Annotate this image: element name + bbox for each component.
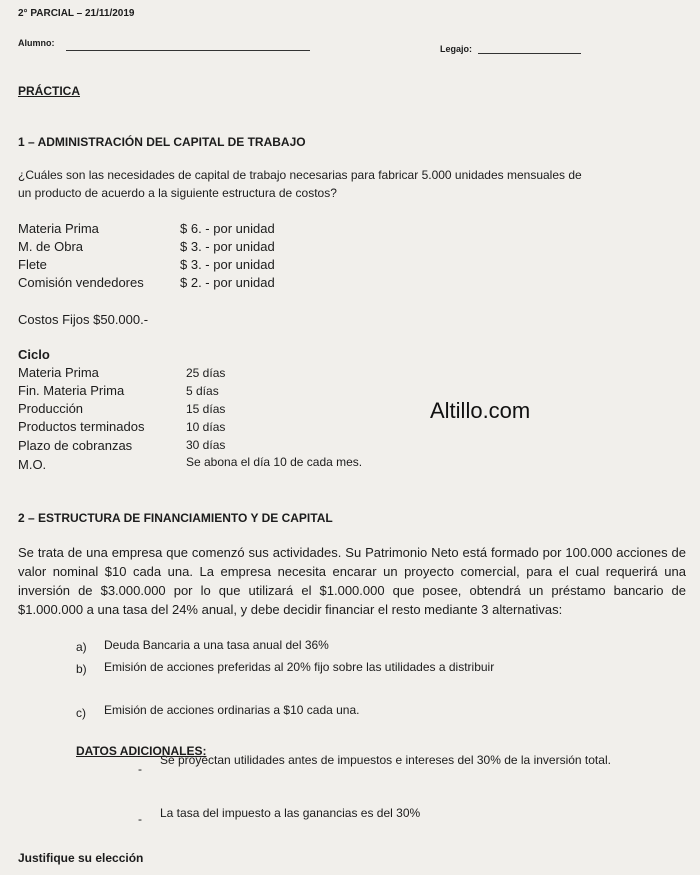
cycle-value: 30 días (186, 438, 226, 452)
cost-label: M. de Obra (18, 239, 84, 254)
cycle-value: Se abona el día 10 de cada mes. (186, 455, 363, 469)
alumno-line (66, 50, 310, 51)
option-letter: c) (76, 706, 86, 720)
option-letter: b) (76, 662, 87, 676)
cycle-label: Plazo de cobranzas (18, 438, 133, 453)
cycle-label: Productos terminados (18, 419, 145, 434)
bullet-marker: - (138, 762, 142, 776)
section2-title: 2 – ESTRUCTURA DE FINANCIAMIENTO Y DE CAPITAL (18, 511, 333, 525)
section1-question-line1: ¿Cuáles son las necesidades de capital de trabajo necesarias para fabricar 5.000 unidades mensuales de (18, 168, 582, 182)
bullet-marker: - (138, 812, 142, 826)
cycle-value: 25 días (186, 366, 226, 380)
option-text: Deuda Bancaria a una tasa anual del 36% (104, 638, 329, 652)
cycle-label: M.O. (18, 457, 47, 472)
watermark: Altillo.com (430, 398, 531, 423)
additional-data-title: DATOS ADICIONALES: (76, 744, 207, 758)
section1-title: 1 – ADMINISTRACIÓN DEL CAPITAL DE TRABAJO (18, 135, 306, 149)
cycle-label: Fin. Materia Prima (18, 383, 125, 398)
alumno-label: Alumno: (18, 38, 55, 48)
section1-question-line2: un producto de acuerdo a la siguiente estructura de costos? (18, 186, 337, 200)
cycle-title: Ciclo (18, 347, 50, 362)
section2-paragraph: Se trata de una empresa que comenzó sus actividades. Su Patrimonio Neto está formado por 100.000 acciones de valor nominal $10 cada una. La empresa necesita encarar un proyecto comercial, para el cual requerirá una inversión de $3.000.000 por lo que utilizará el $1.000.000 que posee, obtendrá un préstamo bancario de $1.000.000 a una tasa del 24% anual, y debe decidir financiar el resto mediante 3 alternativas: (18, 545, 686, 617)
additional-item: Se proyectan utilidades antes de impuestos e intereses del 30% de la inversión total. (160, 753, 611, 767)
cost-label: Flete (18, 257, 47, 272)
option-text: Emisión de acciones preferidas al 20% fijo sobre las utilidades a distribuir (104, 660, 495, 674)
cycle-label: Producción (18, 401, 84, 416)
cost-value: $ 2. - por unidad (180, 275, 275, 290)
cycle-value: 5 días (186, 384, 219, 398)
fixed-costs: Costos Fijos $50.000.- (18, 312, 149, 327)
cost-value: $ 6. - por unidad (180, 221, 275, 236)
closing-instruction: Justifique su elección (18, 851, 144, 865)
cost-value: $ 3. - por unidad (180, 257, 275, 272)
cycle-value: 10 días (186, 420, 226, 434)
option-text: Emisión de acciones ordinarias a $10 cada una. (104, 703, 360, 717)
legajo-line (478, 53, 581, 54)
additional-item: La tasa del impuesto a las ganancias es del 30% (160, 806, 421, 820)
option-letter: a) (76, 640, 87, 654)
cost-label: Comisión vendedores (18, 275, 144, 290)
cost-value: $ 3. - por unidad (180, 239, 275, 254)
cost-label: Materia Prima (18, 221, 99, 236)
cycle-label: Materia Prima (18, 365, 99, 380)
cycle-value: 15 días (186, 402, 226, 416)
practica-title: PRÁCTICA (18, 84, 80, 98)
exam-title: 2° PARCIAL – 21/11/2019 (18, 8, 135, 19)
legajo-label: Legajo: (440, 44, 473, 54)
